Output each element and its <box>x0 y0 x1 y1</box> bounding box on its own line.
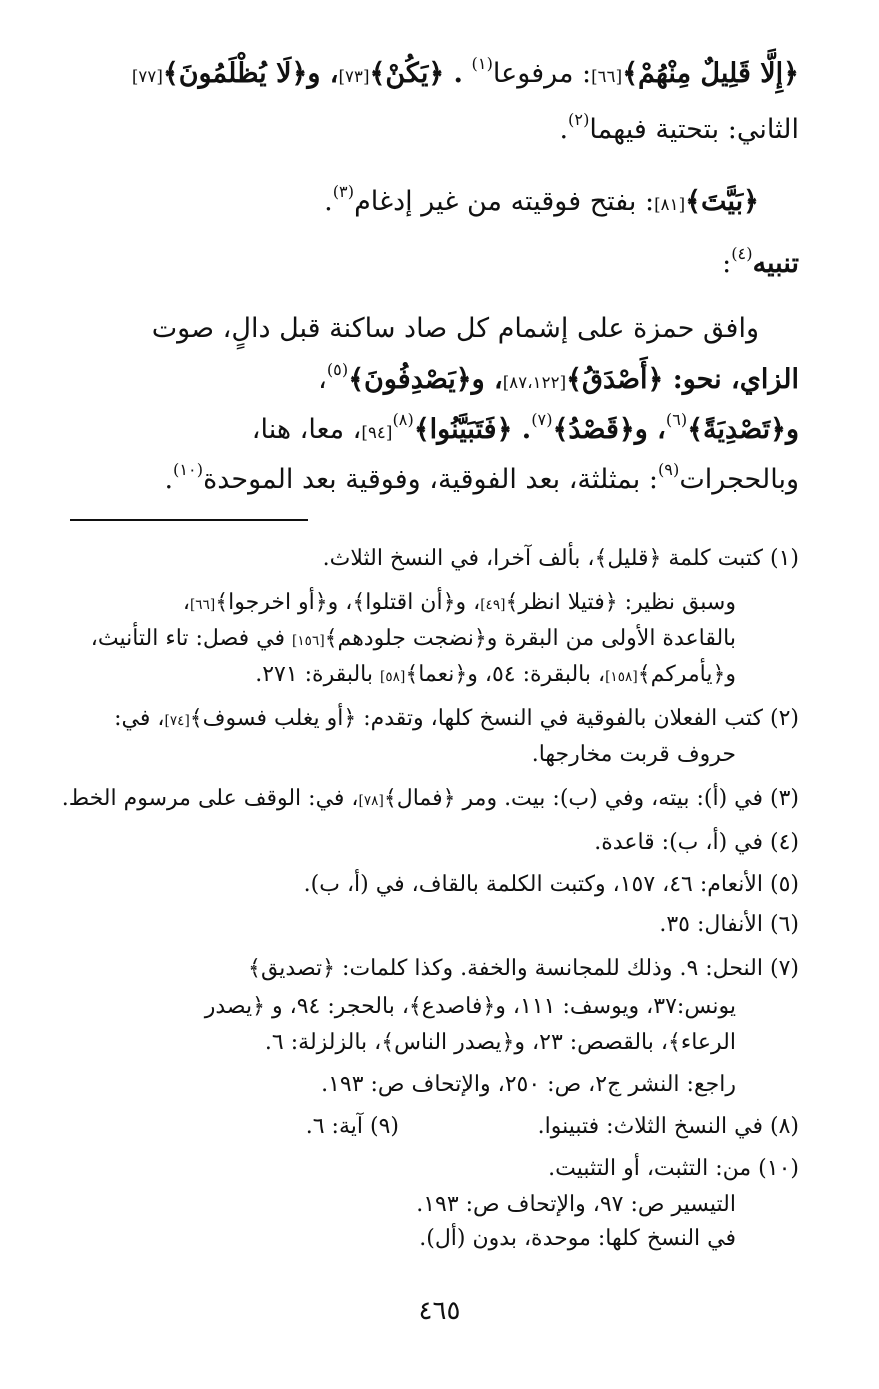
footnote-text: بالقاعدة الأولى من البقرة و﴿نضجت جلودهم﴾ <box>324 626 736 651</box>
footnote-text: ، بالبقرة: ٥٤، و﴿نعما﴾ <box>405 662 606 687</box>
quran-word: ، و﴿لَا يُظْلَمُونَ﴾ <box>162 58 339 89</box>
footnote-marker[interactable]: (٦) <box>665 410 688 430</box>
verse-ref: [٦٦] <box>591 66 623 86</box>
footnote-marker[interactable]: (١) <box>471 54 493 74</box>
quran-word: الزاي، نحو: ﴿أَصْدَقُ﴾ <box>566 364 799 395</box>
footnote-text: (٦) الأنفال: ٣٥. <box>659 912 799 937</box>
quran-word: ، و﴿يَصْدِفُونَ﴾ <box>348 364 503 395</box>
text: ، <box>318 364 327 395</box>
footnote-text: (٩) آية: ٦. <box>305 1114 399 1139</box>
text: : بفتح فوقيته من غير إدغام <box>354 186 655 217</box>
text: الثاني: بتحتية فيهما <box>589 114 799 145</box>
footnote-text: (٨) في النسخ الثلاث: فتبينوا. <box>537 1114 799 1139</box>
verse-ref: [٧٨] <box>358 793 384 809</box>
footnote-8 <box>420 1114 799 1139</box>
text: . <box>559 114 569 145</box>
footnote-1-line-4 <box>70 662 736 687</box>
main-line-8 <box>70 460 799 495</box>
footnote-9 <box>250 1114 399 1139</box>
footnote-7-line-3 <box>70 1030 736 1055</box>
text: : <box>722 248 732 279</box>
footnote-text: الرعاء﴾، بالقصص: ٢٣، و﴿يصدر الناس﴾، بالزلزلة: ٦. <box>264 1030 736 1055</box>
quran-word: ﴿بَيَّتَ﴾ <box>685 186 759 217</box>
verse-ref: [١٥٨] <box>605 669 638 685</box>
footnote-marker[interactable]: (٢) <box>568 110 590 130</box>
footnote-text: بالبقرة: ٢٧١. <box>255 662 381 687</box>
footnote-7-line-4 <box>70 1072 736 1097</box>
text: . <box>324 186 333 217</box>
main-line-5 <box>70 313 759 344</box>
footnote-10-line-3 <box>70 1226 736 1251</box>
footnote-3 <box>61 786 799 811</box>
verse-ref: [٨١] <box>654 194 686 214</box>
footnote-marker[interactable]: (٧) <box>531 410 553 430</box>
footnote-text: ، و﴿أن اقتلوا﴾، و﴿أو اخرجوا﴾ <box>215 590 481 615</box>
verse-ref: [١٥٦] <box>292 633 325 649</box>
footnote-2-line-1 <box>70 706 799 731</box>
main-line-2 <box>70 110 799 145</box>
footnote-text: حروف قربت مخارجها. <box>531 742 736 767</box>
section-heading: تنبيه <box>752 248 799 279</box>
footnote-text: (٤) في (أ، ب): قاعدة. <box>594 830 799 855</box>
footnote-text: ، <box>182 590 190 615</box>
footnote-marker[interactable]: (٤) <box>731 244 753 264</box>
verse-ref: [٤٩] <box>480 597 506 613</box>
verse-ref: [٧٧] <box>131 66 163 86</box>
footnote-2-line-2 <box>70 742 736 767</box>
quran-word: . ﴿فَتَبَيَّنُوا﴾ <box>413 414 532 445</box>
main-line-6 <box>70 360 799 395</box>
footnote-text: و﴿يأمركم﴾ <box>637 662 736 687</box>
footnote-text: ، في: الوقف على مرسوم الخط. <box>61 786 359 811</box>
footnote-marker[interactable]: (٨) <box>392 410 414 430</box>
footnote-1-line-2 <box>70 590 736 615</box>
footnote-7-line-1 <box>70 956 799 981</box>
footnote-text: (٥) الأنعام: ٤٦، ١٥٧، وكتبت الكلمة بالقاف، في (أ، ب). <box>303 872 799 897</box>
quran-word: و﴿تَصْدِيَةً﴾ <box>687 414 799 445</box>
footnote-marker[interactable]: (٥) <box>326 360 349 380</box>
footnote-1-line-3 <box>70 626 736 651</box>
main-line-3 <box>70 182 759 217</box>
footnote-text: (٣) في (أ): بيته، وفي (ب): بيت. ومر ﴿فمال﴾ <box>383 786 799 811</box>
text: وبالحجرات <box>679 464 799 495</box>
footnote-text: يونس:٣٧، ويوسف: ١١١، و﴿فاصدع﴾، بالحجر: ٩٤، و ﴿يصدر <box>204 994 736 1019</box>
footnote-text: (١٠) من: التثبت، أو التثبيت. <box>548 1156 799 1181</box>
footnote-text: في النسخ كلها: موحدة، بدون (أل). <box>419 1226 736 1251</box>
main-line-4 <box>70 244 799 279</box>
footnote-text: راجع: النشر ج٢، ص: ٢٥٠، والإتحاف ص: ١٩٣. <box>321 1072 736 1097</box>
footnote-5 <box>70 872 799 897</box>
footnote-text: وسبق نظير: ﴿فتيلا انظر﴾ <box>505 590 736 615</box>
text: وافق حمزة على إشمام كل صاد ساكنة قبل دالٍ، صوت <box>151 313 759 344</box>
text: . <box>164 464 174 495</box>
footnote-10-line-2 <box>70 1192 736 1217</box>
footnote-text: ، في: <box>114 706 165 731</box>
footnote-6 <box>70 912 799 937</box>
footnote-text: التيسير ص: ٩٧، والإتحاف ص: ١٩٣. <box>416 1192 736 1217</box>
footnote-marker[interactable]: (٩) <box>657 460 680 480</box>
main-line-1 <box>70 54 799 89</box>
footnote-4 <box>70 830 799 855</box>
verse-ref: [٦٦] <box>189 597 216 613</box>
verse-ref: [٥٨] <box>380 669 406 685</box>
text: : بمثلثة، بعد الفوقية، وفوقية بعد الموحدة <box>203 464 658 495</box>
quran-word: ﴿إِلَّا قَلِيلٌ مِنْهُمْ﴾ <box>622 58 799 89</box>
verse-ref: [٨٧،١٢٢] <box>502 372 567 392</box>
footnote-text: (١) كتبت كلمة ﴿قليل﴾، بألف آخرا، في النسخ الثلاث. <box>322 546 799 571</box>
text: : مرفوعا <box>492 58 592 89</box>
footnote-1-line-1 <box>70 546 799 571</box>
quran-word: . ﴿يَكُنْ﴾ <box>369 58 463 89</box>
footnote-marker[interactable]: (٣) <box>332 182 355 202</box>
footnote-10-line-1 <box>70 1156 799 1181</box>
footnote-marker[interactable]: (١٠) <box>173 460 204 480</box>
quran-word: ، و﴿قَصْدُ﴾ <box>552 414 666 445</box>
main-line-7 <box>70 410 799 445</box>
footnote-text: (٧) النحل: ٩. وذلك للمجانسة والخفة. وكذا كلمات: ﴿تصديق﴾ <box>248 956 799 981</box>
footnote-separator <box>70 519 308 521</box>
page-number: ٤٦٥ <box>418 1296 461 1326</box>
verse-ref: [٧٤] <box>164 713 190 729</box>
text: ، معا، هنا، <box>251 414 362 445</box>
verse-ref: [٧٣] <box>338 66 370 86</box>
footnote-7-line-2 <box>70 994 736 1019</box>
verse-ref: [٩٤] <box>361 422 393 442</box>
footnote-text: (٢) كتب الفعلان بالفوقية في النسخ كلها، وتقدم: ﴿أو يغلب فسوف﴾ <box>189 706 799 731</box>
footnote-text: في فصل: تاء التأنيث، <box>90 626 293 651</box>
